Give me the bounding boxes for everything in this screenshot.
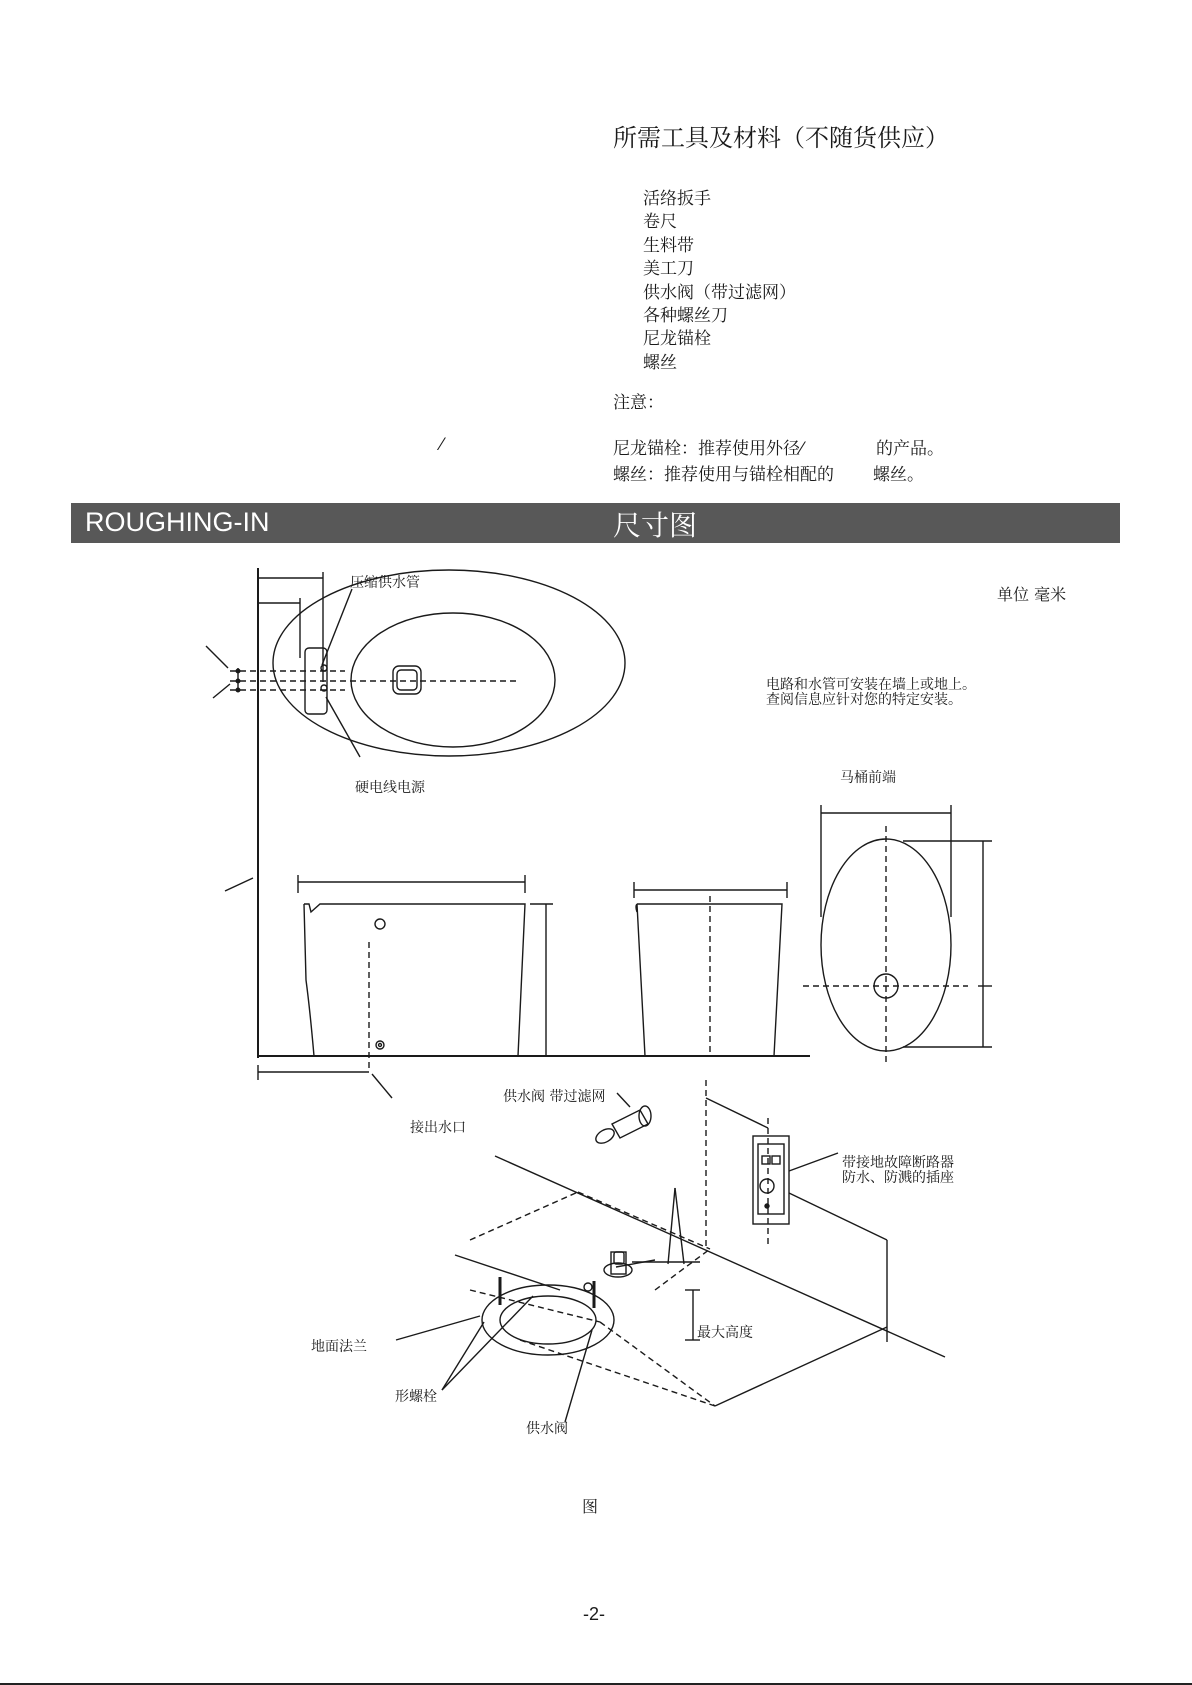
bolt-label: 形螺栓	[395, 1389, 437, 1405]
note-screw-suffix: 螺丝。	[873, 465, 924, 485]
supply-valve-icon	[593, 1106, 651, 1146]
list-item: 各种螺丝刀	[643, 305, 728, 326]
note-anchor: 尼龙锚栓：推荐使用外径⁄	[613, 439, 803, 459]
list-item: 尼龙锚栓	[643, 329, 711, 350]
outlet-label: 接出水口	[410, 1120, 466, 1136]
note-anchor-suffix: 的产品。	[876, 439, 944, 459]
isometric-view	[396, 1080, 945, 1422]
gfci-label-line2: 防水、防溅的插座	[842, 1170, 954, 1186]
left-slash: ⁄	[440, 435, 443, 455]
toilet-front-label: 马桶前端	[840, 770, 896, 786]
list-item: 卷尺	[643, 212, 677, 233]
note-label: 注意：	[613, 393, 664, 412]
list-item: 螺丝	[643, 352, 677, 373]
page-number: -2-	[583, 1604, 605, 1624]
figure-label: 图	[582, 1499, 599, 1516]
list-item: 生料带	[643, 235, 694, 256]
power-label: 硬电线电源	[355, 780, 425, 796]
front-view	[634, 882, 787, 1056]
list-item: 活络扳手	[643, 189, 711, 209]
list-item: 美工刀	[643, 259, 694, 280]
install-note-line1: 电路和水管可安装在墙上或地上。	[766, 677, 976, 693]
valve-filter-label: 供水阀 带过滤网	[503, 1089, 606, 1105]
gfci-label-line1: 带接地故障断路器	[842, 1155, 954, 1171]
supply-valve-label: 供水阀	[526, 1421, 568, 1437]
top-view	[206, 568, 625, 1058]
install-note-line2: 查阅信息应针对您的特定安装。	[766, 692, 962, 708]
banner-english: ROUGHING-IN	[85, 507, 270, 537]
banner-chinese: 尺寸图	[613, 510, 698, 541]
list-item: 供水阀（带过滤网）	[643, 282, 796, 303]
note-screw: 螺丝：推荐使用与锚栓相配的	[613, 465, 834, 485]
supply-pipe-label: 压缩供水管	[350, 575, 420, 591]
max-height-label: 最大高度	[697, 1325, 753, 1341]
side-view	[225, 875, 810, 1098]
floor-flange-label: 地面法兰	[311, 1339, 367, 1355]
bowl-plan-view	[803, 805, 992, 1064]
unit-label: 单位 毫米	[997, 585, 1067, 604]
tools-title: 所需工具及材料（不随货供应）	[613, 125, 949, 152]
